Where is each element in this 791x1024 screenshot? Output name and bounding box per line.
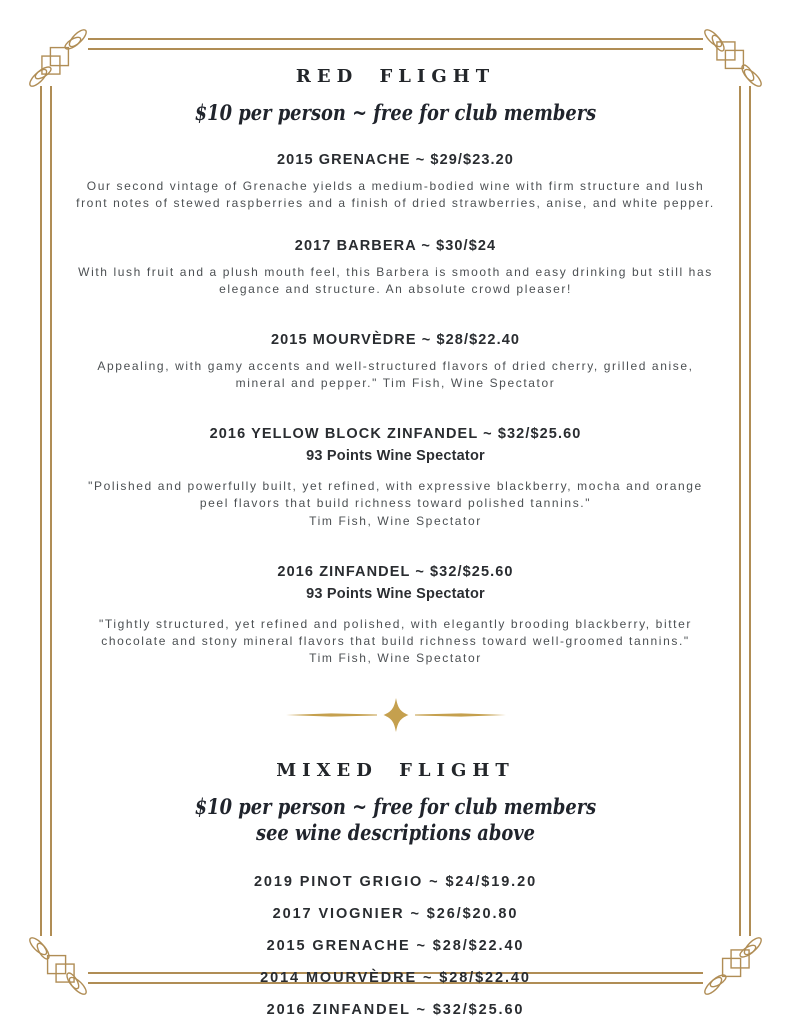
mixed-wine-list (72, 874, 719, 1018)
wine-name: 2015 GRENACHE ~ $29/$23.20 (277, 152, 514, 169)
mixed-wine-item: 2017 VIOGNIER ~ $26/$20.80 (272, 906, 519, 923)
wine-entry (72, 152, 719, 212)
menu-content (72, 66, 719, 1018)
wine-entry (72, 564, 719, 667)
wine-entry (72, 426, 719, 529)
mixed-flight-pricing (121, 794, 671, 847)
red-flight-title: RED FLIGHT (295, 66, 496, 87)
wine-entry (72, 332, 719, 392)
mixed-wine-item: 2015 GRENACHE ~ $28/$22.40 (266, 938, 525, 955)
wine-description: Our second vintage of Grenache yields a medium-bodied wine with firm structure and lush front notes of stewed raspberries and a finish of dried strawberries, anise, and white pepper. (76, 179, 715, 211)
red-flight-section (72, 66, 719, 667)
wine-award: 93 Points Wine Spectator (306, 448, 485, 465)
star-icon (383, 698, 408, 732)
wine-attribution: Tim Fish, Wine Spectator (309, 650, 482, 665)
wine-name: 2016 ZINFANDEL ~ $32/$25.60 (277, 563, 514, 580)
red-flight-pricing: $10 per person ~ free for club members (194, 100, 597, 125)
divider-line-right (415, 713, 506, 716)
divider-line-left (286, 713, 377, 716)
mixed-flight-title: MIXED FLIGHT (276, 759, 515, 781)
wine-name: 2017 BARBERA ~ $30/$24 (294, 238, 497, 255)
wine-description: "Polished and powerfully built, yet refined, with expressive blackberry, mocha and orange peel flavors that build richness toward polished tannins." (88, 479, 703, 511)
wine-name: 2015 MOURVÈDRE ~ $28/$22.40 (270, 332, 521, 349)
mixed-flight-section (72, 760, 719, 1019)
mixed-flight-pricing-line1: $10 per person ~ free for club members (194, 793, 597, 819)
mixed-flight-pricing-line2: see wine descriptions above (256, 819, 535, 845)
wine-entry (72, 238, 719, 298)
wine-description: "Tightly structured, yet refined and polished, with elegantly brooding blackberry, bitter chocolate and stony mineral flavors that build richness toward well-groomed tannins." (99, 616, 692, 648)
mixed-wine-item: 2016 ZINFANDEL ~ $32/$25.60 (266, 1002, 525, 1019)
mixed-wine-item: 2019 PINOT GRIGIO ~ $24/$19.20 (253, 874, 538, 891)
wine-description: Appealing, with gamy accents and well-structured flavors of dried cherry, grilled anise, mineral and pepper." Tim Fish, Wine Spectator (97, 359, 694, 391)
wine-attribution: Tim Fish, Wine Spectator (309, 513, 482, 528)
wine-name: 2016 YELLOW BLOCK ZINFANDEL ~ $32/$25.60 (209, 426, 582, 443)
wine-award: 93 Points Wine Spectator (306, 585, 485, 602)
wine-description: With lush fruit and a plush mouth feel, this Barbera is smooth and easy drinking but still has elegance and structure. An absolute crowd pleaser! (78, 265, 713, 297)
mixed-wine-item: 2014 MOURVÈDRE ~ $28/$22.40 (260, 970, 531, 987)
section-divider (281, 695, 511, 735)
